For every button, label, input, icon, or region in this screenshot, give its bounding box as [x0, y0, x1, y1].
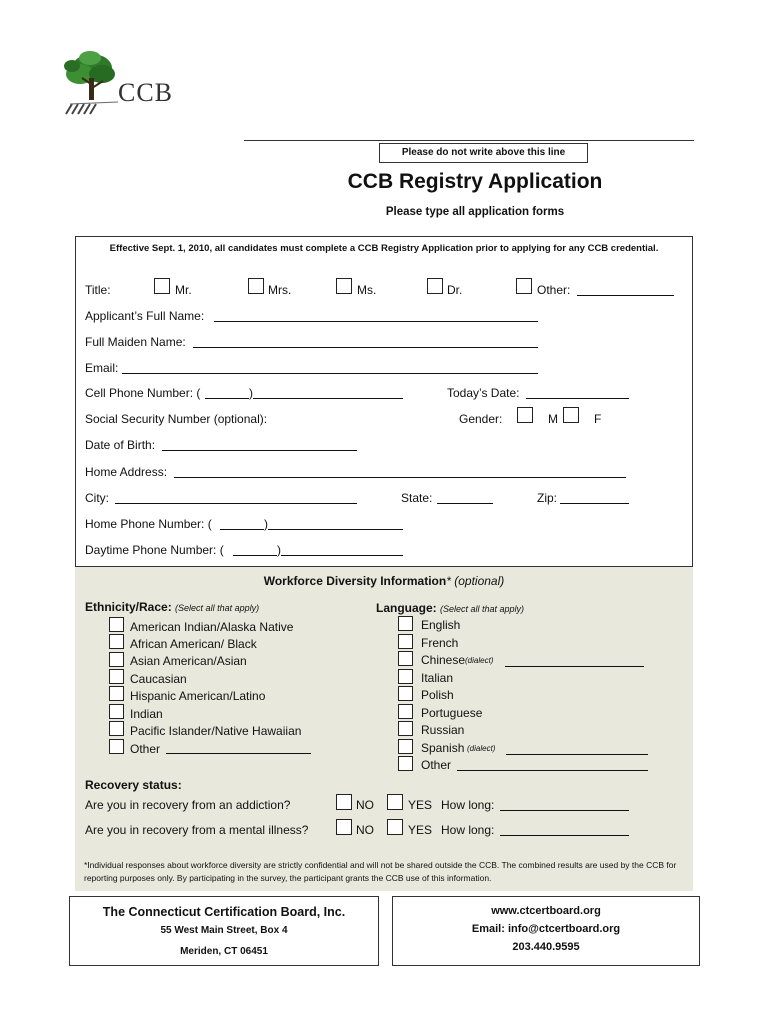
gender-f-checkbox[interactable]: [563, 407, 579, 423]
recovery-status-label: Recovery status:: [85, 778, 182, 792]
spanish-dialect-hint: (dialect): [467, 744, 496, 753]
ethnicity-option: Asian American/Asian: [130, 654, 247, 668]
org-city: Meriden, CT 06451: [180, 946, 268, 957]
title-mr-checkbox[interactable]: [154, 278, 170, 294]
page-title: CCB Registry Application: [347, 170, 603, 193]
zip-label: Zip:: [537, 491, 558, 505]
website-link[interactable]: www.ctcertboard.org: [491, 905, 601, 917]
ssn-label: Social Security Number (optional):: [85, 412, 268, 426]
language-hint: (Select all that apply): [440, 604, 525, 614]
home-address-field[interactable]: [174, 466, 626, 478]
language-option: Spanish: [421, 741, 465, 755]
chinese-dialect-field[interactable]: [505, 655, 644, 667]
email-field[interactable]: [122, 362, 538, 374]
ethnicity-checkbox[interactable]: [109, 652, 124, 667]
diversity-title-optional: * (optional): [446, 574, 505, 588]
ethnicity-option: Other: [130, 742, 161, 756]
daytime-phone-field[interactable]: [281, 544, 403, 556]
ethnicity-heading: [85, 600, 259, 614]
dob-field[interactable]: [162, 439, 357, 451]
home-phone-field[interactable]: [268, 518, 403, 530]
mental-illness-how-long-label: How long:: [441, 823, 495, 837]
language-checkbox[interactable]: [398, 756, 413, 771]
org-name: The Connecticut Certification Board, Inc.: [102, 905, 346, 919]
state-label: State:: [401, 491, 433, 505]
language-checkbox[interactable]: [398, 651, 413, 666]
ethnicity-option: American Indian/Alaska Native: [130, 620, 294, 634]
language-option: Polish: [421, 688, 454, 702]
maiden-name-field[interactable]: [193, 336, 538, 348]
language-heading: [376, 601, 524, 615]
mental-illness-no-label: NO: [356, 823, 374, 837]
ethnicity-checkbox[interactable]: [109, 739, 124, 754]
language-checkbox[interactable]: [398, 704, 413, 719]
diversity-section-title: [75, 574, 693, 588]
ethnicity-hint: (Select all that apply): [175, 603, 260, 613]
maiden-name-label: Full Maiden Name:: [85, 335, 186, 349]
title-other-checkbox[interactable]: [516, 278, 532, 294]
todays-date-label: Today’s Date:: [447, 386, 520, 400]
language-other-field[interactable]: [457, 759, 648, 771]
language-checkbox[interactable]: [398, 686, 413, 701]
page-subtitle: Please type all application forms: [385, 206, 565, 218]
addiction-yes-checkbox[interactable]: [387, 794, 403, 810]
recovery-addiction-question: Are you in recovery from an addiction?: [85, 798, 291, 812]
do-not-write-line: [244, 140, 694, 141]
tree-icon: [60, 48, 120, 116]
diversity-title-text: Workforce Diversity Information: [263, 574, 447, 588]
title-label: Title:: [85, 283, 111, 297]
effective-notice: Effective Sept. 1, 2010, all candidates must complete a CCB Registry Application prior to applying for any CCB credential.: [109, 243, 659, 254]
addiction-no-label: NO: [356, 798, 374, 812]
gender-m-label: M: [548, 412, 558, 426]
home-address-label: Home Address:: [85, 465, 168, 479]
org-street: 55 West Main Street, Box 4: [160, 925, 288, 936]
home-phone-close-paren: ): [264, 517, 268, 531]
city-field[interactable]: [115, 492, 357, 504]
language-checkbox[interactable]: [398, 739, 413, 754]
daytime-area-code-field[interactable]: [233, 544, 277, 556]
ethnicity-checkbox[interactable]: [109, 634, 124, 649]
addiction-no-checkbox[interactable]: [336, 794, 352, 810]
spanish-dialect-field[interactable]: [506, 743, 648, 755]
contact-phone: 203.440.9595: [512, 941, 580, 953]
do-not-write-label: Please do not write above this line: [379, 143, 588, 163]
cell-phone-label: Cell Phone Number: (: [85, 386, 201, 400]
language-label: Language:: [376, 601, 437, 615]
addiction-how-long-field[interactable]: [500, 799, 629, 811]
ethnicity-checkbox[interactable]: [109, 704, 124, 719]
full-name-field[interactable]: [214, 310, 538, 322]
title-mrs-checkbox[interactable]: [248, 278, 264, 294]
gender-f-label: F: [594, 412, 602, 426]
language-option: English: [421, 618, 461, 632]
title-dr-checkbox[interactable]: [427, 278, 443, 294]
daytime-phone-label: Daytime Phone Number: (: [85, 543, 224, 557]
language-option: Russian: [421, 723, 465, 737]
addiction-yes-label: YES: [408, 798, 433, 812]
ethnicity-option: Pacific Islander/Native Hawaiian: [130, 724, 302, 738]
confidentiality-footnote: *Individual responses about workforce diversity are strictly confidential and will not be shared outside the CCB. The combined results are used by the CCB for reporting purposes only. By participating in the survey, the participant grants the CCB use of this information.: [84, 860, 677, 883]
state-field[interactable]: [437, 492, 493, 504]
home-area-code-field[interactable]: [220, 518, 264, 530]
ethnicity-label: Ethnicity/Race:: [85, 600, 172, 614]
language-option: Chinese: [421, 653, 466, 667]
chinese-dialect-hint: (dialect): [465, 656, 494, 665]
addiction-how-long-label: How long:: [441, 798, 495, 812]
logo-text: CCB: [118, 78, 174, 107]
language-option: French: [421, 636, 459, 650]
ethnicity-other-field[interactable]: [166, 742, 311, 754]
cell-area-code-field[interactable]: [205, 387, 249, 399]
mental-illness-no-checkbox[interactable]: [336, 819, 352, 835]
dob-label: Date of Birth:: [85, 438, 156, 452]
language-checkbox[interactable]: [398, 616, 413, 631]
title-dr-label: Dr.: [447, 283, 463, 297]
todays-date-field[interactable]: [526, 387, 629, 399]
language-checkbox[interactable]: [398, 669, 413, 684]
ethnicity-option: Caucasian: [130, 672, 187, 686]
full-name-label: Applicant’s Full Name:: [85, 309, 205, 323]
language-checkbox[interactable]: [398, 634, 413, 649]
title-other-label: Other:: [537, 283, 571, 297]
footer-contact-box: [392, 896, 700, 966]
language-option: Portuguese: [421, 706, 483, 720]
title-ms-label: Ms.: [357, 283, 377, 297]
ethnicity-checkbox[interactable]: [109, 617, 124, 632]
contact-email[interactable]: Email: info@ctcertboard.org: [471, 923, 621, 935]
gender-m-checkbox[interactable]: [517, 407, 533, 423]
footer-address-box: [69, 896, 379, 966]
ethnicity-checkbox[interactable]: [109, 721, 124, 736]
ethnicity-option: African American/ Black: [130, 637, 257, 651]
daytime-phone-close-paren: ): [277, 543, 281, 557]
mental-illness-yes-checkbox[interactable]: [387, 819, 403, 835]
cell-phone-close-paren: ): [249, 386, 253, 400]
title-other-field[interactable]: [577, 284, 674, 296]
language-option: Italian: [421, 671, 454, 685]
cell-phone-field[interactable]: [253, 387, 403, 399]
ethnicity-option: Indian: [130, 707, 163, 721]
ethnicity-checkbox[interactable]: [109, 686, 124, 701]
recovery-mental-illness-question: Are you in recovery from a mental illness?: [85, 823, 309, 837]
mental-illness-yes-label: YES: [408, 823, 433, 837]
home-phone-label: Home Phone Number: (: [85, 517, 212, 531]
email-label: Email:: [85, 361, 119, 375]
title-mrs-label: Mrs.: [268, 283, 292, 297]
mental-illness-how-long-field[interactable]: [500, 824, 629, 836]
language-option: Other: [421, 758, 452, 772]
ccb-logo: [60, 48, 180, 116]
city-label: City:: [85, 491, 109, 505]
language-checkbox[interactable]: [398, 721, 413, 736]
ethnicity-checkbox[interactable]: [109, 669, 124, 684]
ethnicity-option: Hispanic American/Latino: [130, 689, 266, 703]
gender-label: Gender:: [459, 412, 503, 426]
title-mr-label: Mr.: [175, 283, 192, 297]
zip-field[interactable]: [560, 492, 629, 504]
title-ms-checkbox[interactable]: [336, 278, 352, 294]
